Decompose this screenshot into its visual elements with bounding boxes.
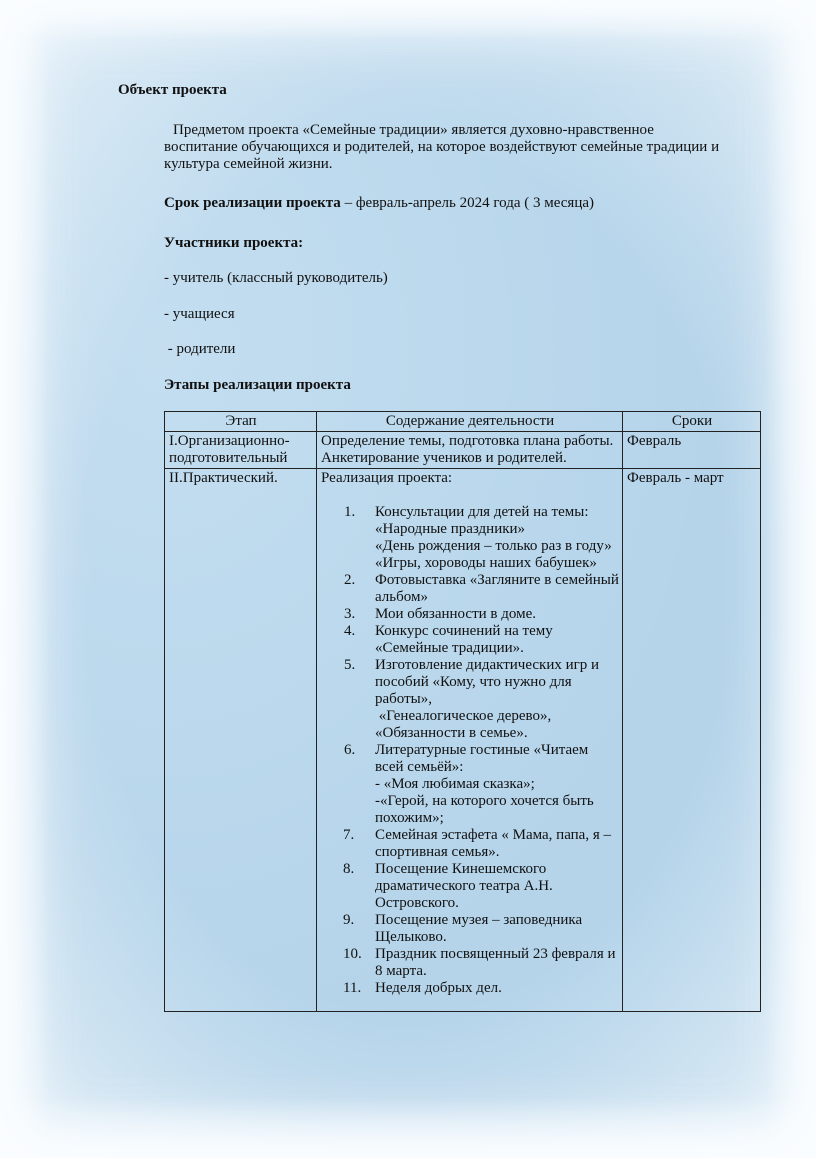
list-item-text: Консультации для детей на темы: «Народные праздники» «День рождения – только раз в году» «Игры, хороводы наших бабушек» [375,504,612,571]
list-item-number: 8. [343,861,355,877]
header-content: Содержание деятельности [317,412,623,432]
list-item [321,946,619,980]
list-item-text: Праздник посвященный 23 февраля и 8 марта. [375,946,620,979]
list-item-text: Изготовление дидактических игр и пособий «Кому, что нужно для работы», «Генеалогическое дерево», «Обязанности в семье». [375,657,600,741]
table-header-row [165,412,761,432]
row1-term: Февраль [623,432,761,469]
list-item [321,742,619,827]
list-item-text: Литературные гостиные «Читаем всей семьёй»: - «Моя любимая сказка»; -«Герой, на которого хочется быть похожим»; [375,742,594,826]
row2-stage: II.Практический. [165,469,317,1012]
term-line [164,195,724,212]
participant-teacher: - учитель (классный руководитель) [164,270,388,286]
list-item [321,657,619,742]
list-item-text: Конкурс сочинений на тему «Семейные традиции». [375,623,557,656]
activity-list [321,504,623,997]
list-item [321,504,619,572]
list-item [321,980,619,997]
table-row [165,469,761,1012]
list-item-number: 2. [344,572,356,588]
stages-table [164,411,761,1012]
term-label: Срок реализации проекта [164,195,341,211]
heading-object: Объект проекта [118,82,227,98]
list-item [321,827,619,861]
list-item-text: Мои обязанности в доме. [375,606,536,622]
participant-students: - учащиеся [164,306,235,322]
header-term: Сроки [623,412,761,432]
list-item-text: Семейная эстафета « Мама, папа, я – спортивная семья». [375,827,615,860]
list-item-text: Посещение Кинешемского драматического театра А.Н. Островского. [375,861,557,911]
list-item-number: 6. [344,742,356,758]
list-item-number: 4. [344,623,356,639]
list-item [321,606,619,623]
list-item-number: 10. [343,946,362,962]
row2-content [317,469,623,1012]
row1-stage: I.Организационно-подготовительный [165,432,317,469]
list-item-number: 5. [344,657,356,673]
row1-content: Определение темы, подготовка плана работы. Анкетирование учеников и родителей. [317,432,623,469]
row2-content-intro: Реализация проекта: [321,470,453,486]
list-item-text: Фотовыставка «Загляните в семейный альбом» [375,572,623,605]
list-item [321,861,619,912]
heading-participants: Участники проекта: [164,235,304,251]
list-item [321,623,619,657]
intro-paragraph: Предметом проекта «Семейные традиции» является духовно-нравственное воспитание обучающихся и родителей, на которое воздействуют семейные традиции и культура семейной жизни. [164,122,720,172]
row2-term: Февраль - март [623,469,761,1012]
list-item-number: 7. [343,827,355,843]
list-item-text: Посещение музея – заповедника Щелыково. [375,912,586,945]
heading-stages: Этапы реализации проекта [164,377,351,393]
list-item-number: 9. [343,912,355,928]
list-item-number: 3. [344,606,356,622]
list-item [321,572,623,606]
list-item-number: 11. [343,980,362,996]
table-row [165,432,761,469]
participant-parents: - родители [164,341,236,357]
list-item [321,912,619,946]
header-stage: Этап [165,412,317,432]
list-item-text: Неделя добрых дел. [375,980,502,996]
list-item-number: 1. [344,504,356,520]
term-value: – февраль-апрель 2024 года ( 3 месяца) [340,195,594,211]
